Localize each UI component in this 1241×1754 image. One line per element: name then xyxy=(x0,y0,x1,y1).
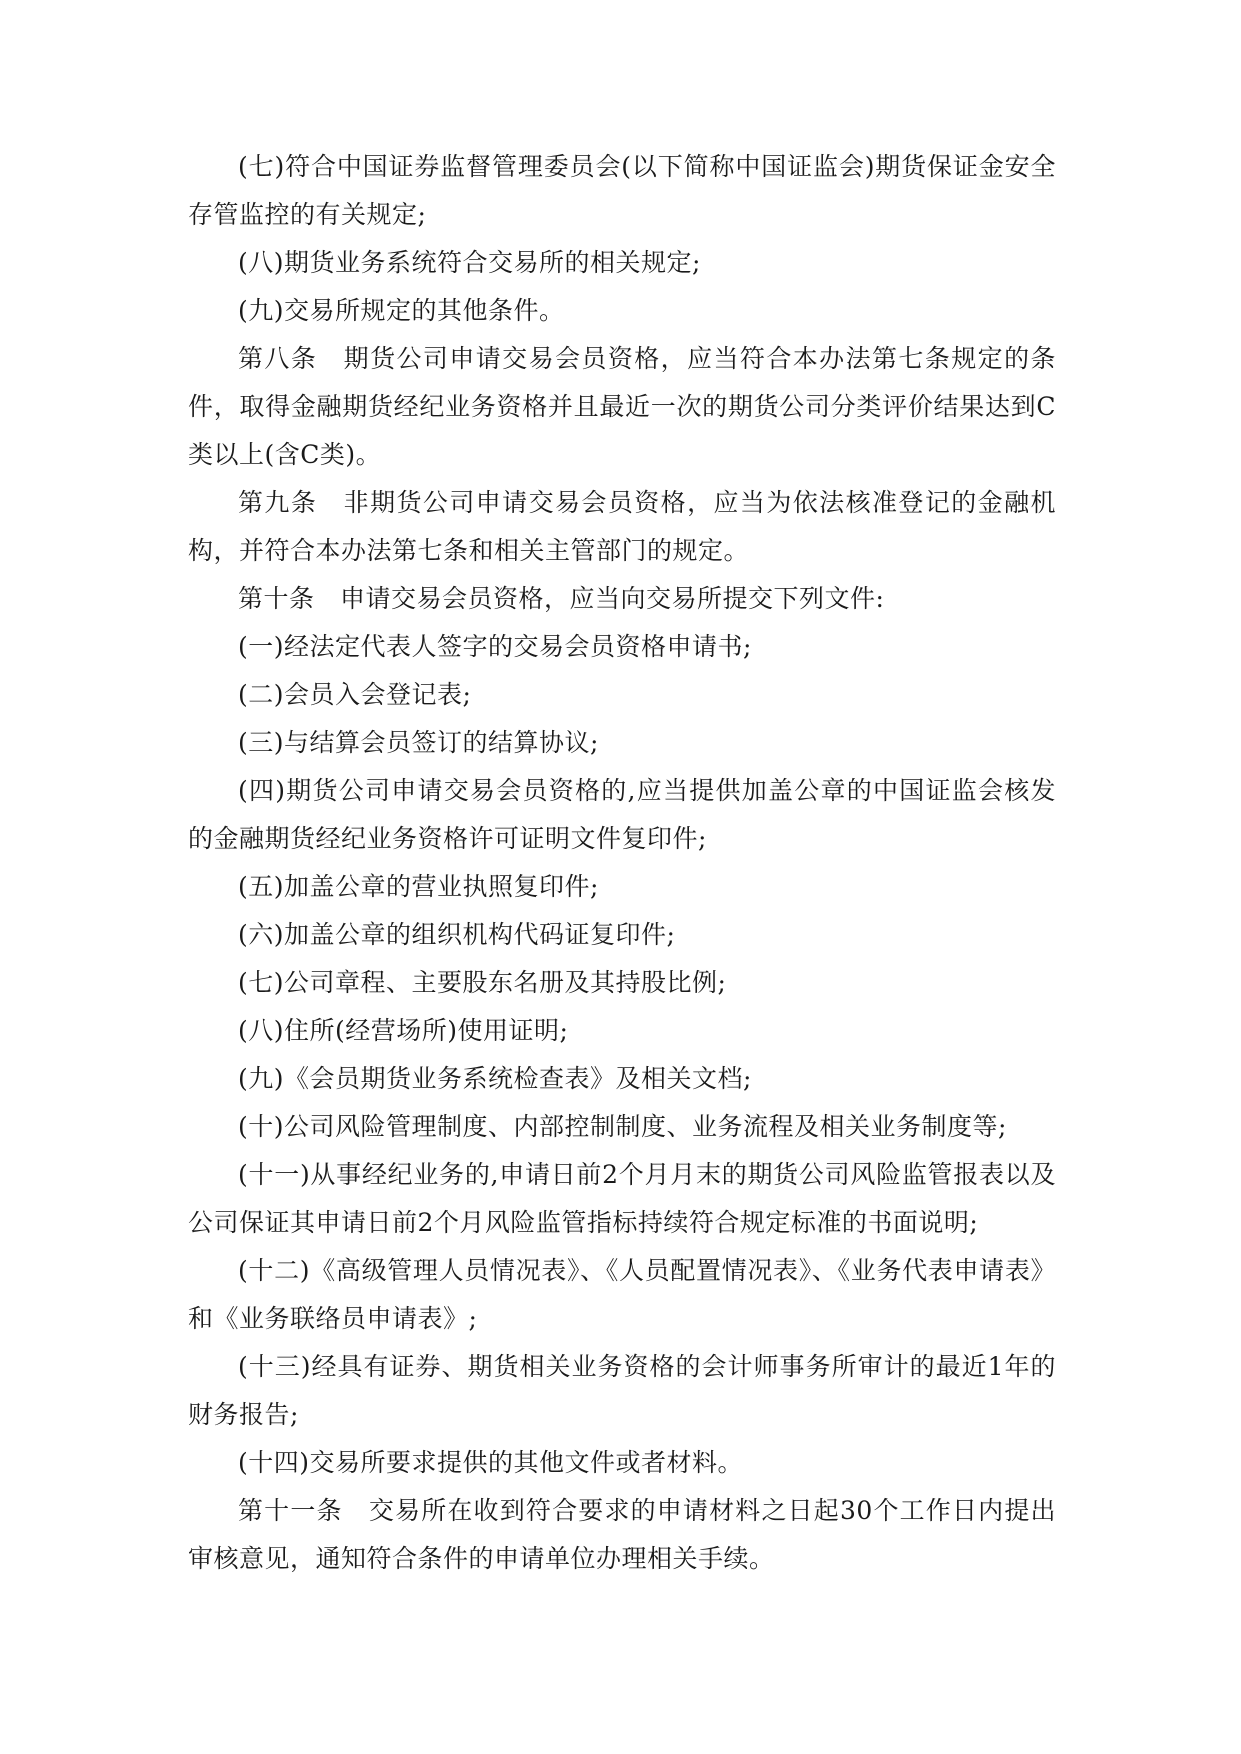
paragraph-article-10: 第十条 申请交易会员资格，应当向交易所提交下列文件: xyxy=(238,584,885,613)
paragraph-doc-6: (六)加盖公章的组织机构代码证复印件; xyxy=(238,920,676,949)
paragraph-doc-12: (十二)《高级管理人员情况表》、《人员配置情况表》、《业务代表申请表》和《业务联络员申请表》; xyxy=(188,1256,1056,1333)
document-body xyxy=(188,143,1056,1583)
paragraph-doc-4: (四)期货公司申请交易会员资格的,应当提供加盖公章的中国证监会核发的金融期货经纪业务资格许可证明文件复印件; xyxy=(188,776,1056,853)
paragraph-doc-2: (二)会员入会登记表; xyxy=(238,680,472,709)
paragraph-doc-10: (十)公司风险管理制度、内部控制制度、业务流程及相关业务制度等; xyxy=(238,1112,1007,1141)
paragraph-doc-5: (五)加盖公章的营业执照复印件; xyxy=(238,872,599,901)
paragraph-article-9: 第九条 非期货公司申请交易会员资格，应当为依法核准登记的金融机构，并符合本办法第七条和相关主管部门的规定。 xyxy=(188,488,1056,565)
paragraph-doc-1: (一)经法定代表人签字的交易会员资格申请书; xyxy=(238,632,752,661)
paragraph-doc-14: (十四)交易所要求提供的其他文件或者材料。 xyxy=(238,1448,744,1477)
paragraph-item-8-clause: (八)期货业务系统符合交易所的相关规定; xyxy=(238,248,701,277)
paragraph-doc-13: (十三)经具有证券、期货相关业务资格的会计师事务所审计的最近1年的财务报告; xyxy=(188,1352,1056,1429)
paragraph-article-8: 第八条 期货公司申请交易会员资格，应当符合本办法第七条规定的条件，取得金融期货经纪业务资格并且最近一次的期货公司分类评价结果达到C类以上(含C类)。 xyxy=(188,344,1056,469)
paragraph-article-11: 第十一条 交易所在收到符合要求的申请材料之日起30个工作日内提出审核意见，通知符合条件的申请单位办理相关手续。 xyxy=(188,1496,1056,1573)
paragraph-item-7-clause: (七)符合中国证券监督管理委员会(以下简称中国证监会)期货保证金安全存管监控的有关规定; xyxy=(188,152,1056,229)
paragraph-doc-11: (十一)从事经纪业务的,申请日前2个月月末的期货公司风险监管报表以及公司保证其申请日前2个月风险监管指标持续符合规定标准的书面说明; xyxy=(188,1160,1056,1237)
paragraph-doc-8: (八)住所(经营场所)使用证明; xyxy=(238,1016,569,1045)
paragraph-doc-9: (九)《会员期货业务系统检查表》及相关文档; xyxy=(238,1064,752,1093)
paragraph-doc-3: (三)与结算会员签订的结算协议; xyxy=(238,728,599,757)
paragraph-item-9-clause: (九)交易所规定的其他条件。 xyxy=(238,296,565,325)
paragraph-doc-7: (七)公司章程、主要股东名册及其持股比例; xyxy=(238,968,727,997)
